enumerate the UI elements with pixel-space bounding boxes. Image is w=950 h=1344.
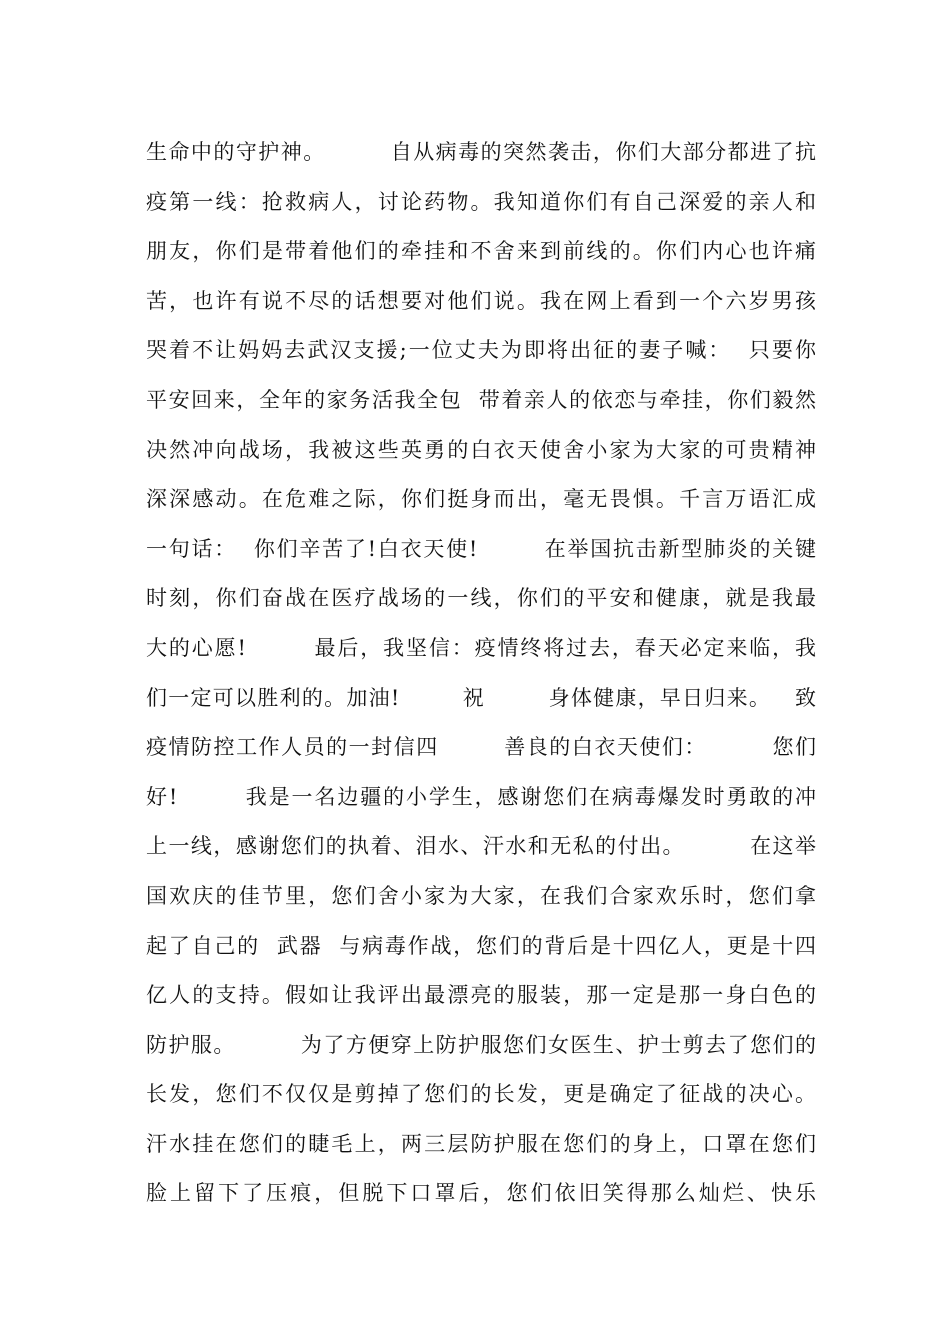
text-line: 好! 我是一名边疆的小学生，感谢您们在病毒爆发时勇敢的冲 [146,784,816,809]
text-line: 苦，也许有说不尽的话想要对他们说。我在网上看到一个六岁男孩 [146,288,816,313]
text-line: 平安回来，全年的家务活我全包 带着亲人的依恋与牵挂，你们毅然 [146,387,816,412]
text-line: 哭着不让妈妈去武汉支援;一位丈夫为即将出征的妻子喊： 只要你 [146,338,816,363]
text-line: 时刻，你们奋战在医疗战场的一线，你们的平安和健康，就是我最 [146,586,816,611]
text-line: 亿人的支持。假如让我评出最漂亮的服装，那一定是那一身白色的 [146,983,816,1008]
text-line: 上一线，感谢您们的执着、泪水、汗水和无私的付出。 在这举 [146,834,816,859]
text-line: 疫第一线：抢救病人，讨论药物。我知道你们有自己深爱的亲人和 [146,189,816,214]
body-text [146,128,816,1219]
text-line: 脸上留下了压痕，但脱下口罩后，您们依旧笑得那么灿烂、快乐 [146,1181,816,1206]
text-line: 疫情防控工作人员的一封信四 善良的白衣天使们： 您们 [146,735,816,760]
text-line: 大的心愿! 最后，我坚信：疫情终将过去，春天必定来临，我 [146,635,816,660]
text-line: 生命中的守护神。 自从病毒的突然袭击，你们大部分都进了抗 [146,140,816,164]
text-line: 汗水挂在您们的睫毛上，两三层防护服在您们的身上，口罩在您们 [146,1131,816,1156]
text-line: 起了自己的 武器 与病毒作战，您们的背后是十四亿人，更是十四 [146,933,816,958]
text-line: 朋友，你们是带着他们的牵挂和不舍来到前线的。你们内心也许痛 [146,239,816,264]
text-line: 国欢庆的佳节里，您们舍小家为大家，在我们合家欢乐时，您们拿 [146,883,816,908]
text-line: 决然冲向战场，我被这些英勇的白衣天使舍小家为大家的可贵精神 [146,437,816,462]
text-line: 深深感动。在危难之际，你们挺身而出，毫无畏惧。千言万语汇成 [146,487,816,512]
text-line: 防护服。 为了方便穿上防护服您们女医生、护士剪去了您们的 [146,1032,816,1057]
text-line: 们一定可以胜利的。加油! 祝 身体健康，早日归来。 致 [146,685,816,710]
text-line: 长发，您们不仅仅是剪掉了您们的长发，更是确定了征战的决心。 [146,1082,816,1107]
text-line: 一句话： 你们辛苦了!白衣天使! 在举国抗击新型肺炎的关键 [146,536,816,561]
